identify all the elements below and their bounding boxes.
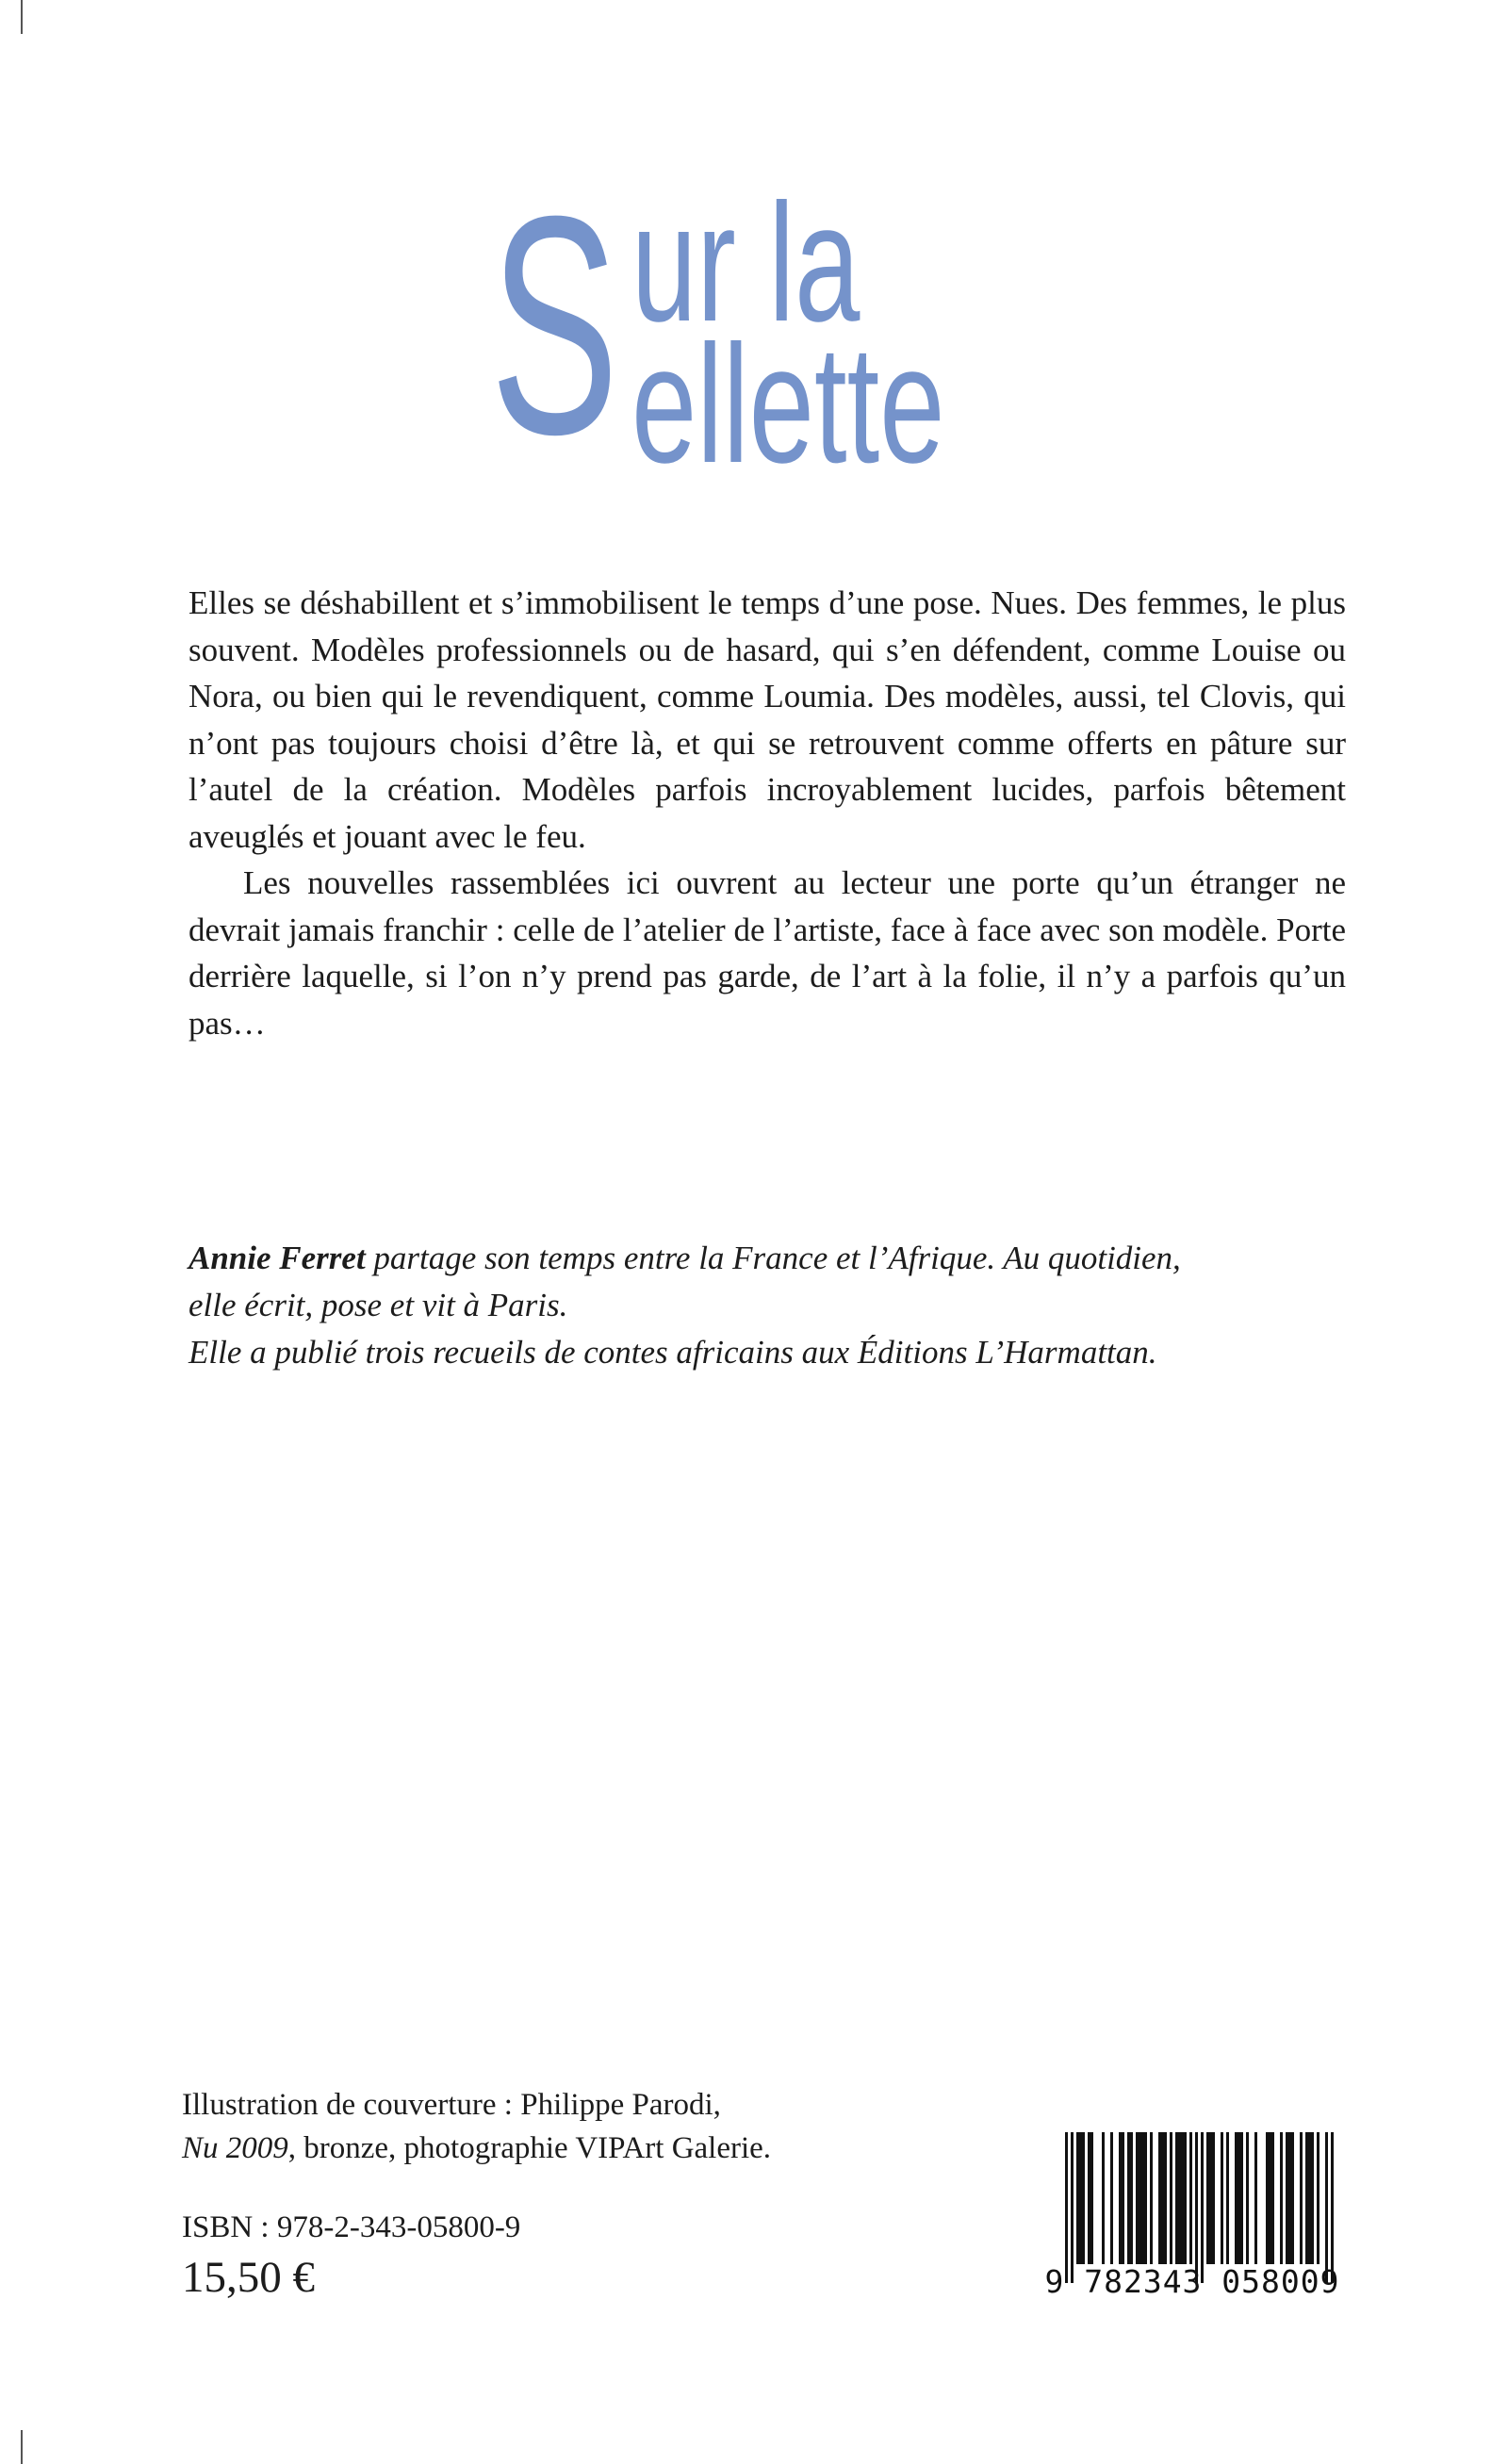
- artwork-title: Nu 2009: [182, 2131, 288, 2165]
- credits-line-2-text: , bronze, photographie VIPArt Galerie.: [287, 2131, 772, 2165]
- barcode-bar: [1127, 2132, 1130, 2264]
- barcode-bar: [1308, 2132, 1311, 2264]
- title-initial: S: [490, 151, 619, 499]
- author-bio: [188, 1235, 1376, 1376]
- barcode-bar: [1141, 2132, 1144, 2264]
- barcode-bar: [1286, 2132, 1288, 2264]
- barcode-bar: [1184, 2132, 1187, 2264]
- barcode-bar: [1076, 2132, 1079, 2264]
- credits-line-1: Illustration de couverture : Philippe Parodi,: [182, 2088, 721, 2122]
- barcode-bar: [1305, 2132, 1308, 2264]
- barcode-bar: [1300, 2132, 1303, 2264]
- title-line-1: ur la: [631, 169, 861, 356]
- barcode-bar: [1221, 2132, 1223, 2264]
- barcode-bar: [1206, 2132, 1209, 2264]
- barcode-bar: [1226, 2132, 1229, 2264]
- title-line-2: ellette: [631, 310, 945, 498]
- isbn: ISBN : 978-2-343-05800-9: [182, 2210, 521, 2244]
- barcode-bar: [1238, 2132, 1240, 2264]
- crop-mark-top: [21, 0, 23, 34]
- book-title: [490, 151, 1056, 499]
- crop-mark-bottom: [21, 2430, 23, 2464]
- barcode-bar: [1158, 2132, 1161, 2264]
- barcode-bar: [1280, 2132, 1283, 2264]
- barcode-bar: [1150, 2132, 1153, 2264]
- cover-credits: [182, 2083, 936, 2170]
- barcode-bar: [1246, 2132, 1249, 2264]
- barcode-bar: [1269, 2132, 1271, 2264]
- barcode-bar: [1082, 2132, 1085, 2264]
- barcode-bar: [1090, 2132, 1093, 2264]
- barcode-bar: [1288, 2132, 1291, 2264]
- barcode-bar: [1079, 2132, 1082, 2264]
- barcode-bar: [1122, 2132, 1124, 2264]
- barcode-bar: [1065, 2132, 1068, 2283]
- barcode-bar: [1240, 2132, 1243, 2264]
- barcode-number: 9 782343 058009: [1044, 2263, 1340, 2300]
- barcode-bar: [1102, 2132, 1105, 2264]
- barcode-bar: [1164, 2132, 1167, 2264]
- barcode-bar: [1212, 2132, 1215, 2264]
- barcode-bar: [1071, 2132, 1074, 2283]
- back-cover-blurb: [188, 580, 1346, 1046]
- credits-line-2: [182, 2127, 936, 2170]
- barcode-bar: [1266, 2132, 1269, 2264]
- bio-line-1-text: partage son temps entre la France et l’Afrique. Au quotidien,: [365, 1240, 1181, 1276]
- blurb-paragraph-1: Elles se déshabillent et s’immobilisent le temps d’une pose. Nues. Des femmes, le plus souvent. Modèles professionnels ou de hasard, qui s’en défendent, comme Louise ou Nora, ou bien qui le revendiquent, comme Loumia. Des modèles, aussi, tel Clovis, qui n’ont pas toujours choisi d’être là, et qui se retrouvent comme offerts en pâture sur l’autel de la création. Modèles parfois incroyablement lucides, parfois bêtement aveuglés et jouant avec le feu.: [188, 584, 1346, 855]
- barcode-bar: [1195, 2132, 1198, 2283]
- barcode-bar: [1317, 2132, 1320, 2264]
- barcode-bar: [1325, 2132, 1328, 2283]
- bio-line-1: [188, 1235, 1376, 1282]
- barcode-bar: [1331, 2132, 1334, 2283]
- barcode-bar: [1291, 2132, 1294, 2264]
- barcode-bar: [1136, 2132, 1139, 2264]
- barcode-bar: [1110, 2132, 1113, 2264]
- barcode-bar: [1209, 2132, 1212, 2264]
- barcode-bar: [1119, 2132, 1122, 2264]
- barcode-bar: [1201, 2132, 1204, 2283]
- bio-line-2: elle écrit, pose et vit à Paris.: [188, 1287, 568, 1323]
- bio-line-3: Elle a publié trois recueils de contes africains aux Éditions L’Harmattan.: [188, 1334, 1157, 1371]
- barcode-bar: [1189, 2132, 1192, 2264]
- price: 15,50 €: [182, 2253, 315, 2302]
- barcode-bar: [1144, 2132, 1147, 2264]
- blurb-paragraph-2: Les nouvelles rassemblées ici ouvrent au lecteur une porte qu’un étranger ne devrait jamais franchir : celle de l’atelier de l’artiste, face à face avec son modèle. Porte derrière laquelle, si l’on n’y prend pas garde, de l’art à la folie, il n’y a parfois qu’un pas…: [188, 864, 1346, 1042]
- barcode-bar: [1254, 2132, 1257, 2264]
- barcode-bar: [1175, 2132, 1178, 2264]
- barcode-bar: [1139, 2132, 1141, 2264]
- barcode-bar: [1178, 2132, 1181, 2264]
- author-name: Annie Ferret: [188, 1240, 366, 1276]
- barcode-bar: [1311, 2132, 1314, 2264]
- barcode-bar: [1271, 2132, 1274, 2264]
- barcode-bar: [1235, 2132, 1238, 2264]
- barcode-bar: [1161, 2132, 1164, 2264]
- barcode-bar: [1088, 2132, 1090, 2264]
- barcode-bar: [1130, 2132, 1133, 2264]
- barcode-bar: [1181, 2132, 1184, 2264]
- barcode-bar: [1170, 2132, 1172, 2264]
